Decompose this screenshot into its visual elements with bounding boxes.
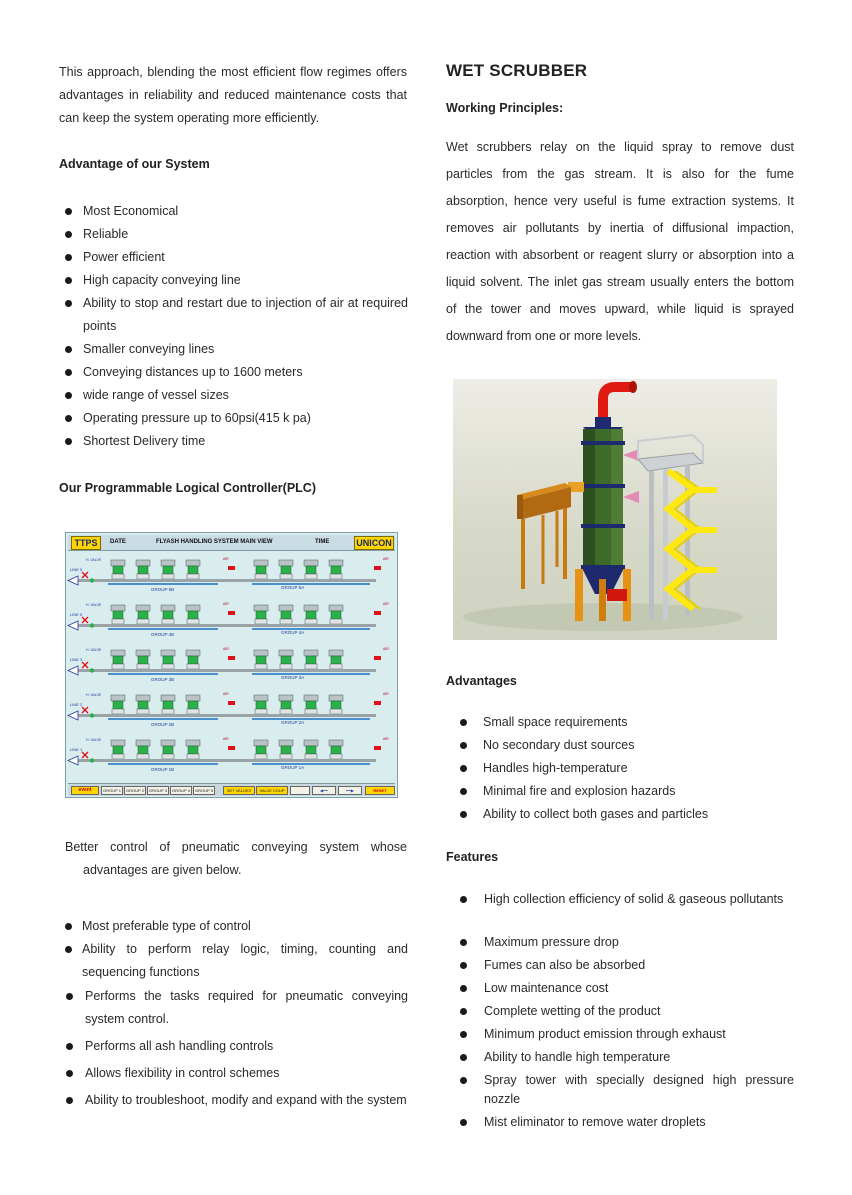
plc-vessel-top bbox=[254, 650, 268, 656]
plc-vessel-valve bbox=[256, 656, 266, 664]
plc-vessel-valve bbox=[256, 566, 266, 574]
plc-valve-label: H. VALVE bbox=[86, 738, 102, 742]
list-item: Complete wetting of the product bbox=[446, 1002, 794, 1025]
features-heading: Features bbox=[446, 850, 499, 864]
features-list bbox=[446, 890, 794, 1136]
plc-vessel-base bbox=[137, 664, 149, 669]
plc-vessel-valve bbox=[256, 746, 266, 754]
plc-flow-arrow-icon bbox=[68, 621, 78, 630]
plc-vessel-top bbox=[329, 695, 343, 701]
plc-vessel-base bbox=[162, 574, 174, 579]
plc-event-button[interactable]: event bbox=[71, 786, 99, 795]
plc-vessel-top bbox=[254, 695, 268, 701]
plc-vessel-base bbox=[280, 754, 292, 759]
advantages-heading: Advantages bbox=[446, 674, 517, 688]
plc-vessel-top bbox=[186, 695, 200, 701]
plc-group-right-label: GROUP 5A bbox=[281, 585, 305, 590]
plc-vessel-top bbox=[329, 560, 343, 566]
plc-indicator bbox=[228, 656, 235, 660]
plc-vessel-valve bbox=[306, 701, 316, 709]
plc-vessel-base bbox=[305, 664, 317, 669]
plc-vessel-valve bbox=[113, 656, 123, 664]
plc-valve-coup-button[interactable]: VALVE COUP bbox=[256, 786, 288, 795]
plc-vessel-valve bbox=[256, 701, 266, 709]
plc-vessel-base bbox=[162, 709, 174, 714]
list-item: Ability to handle high temperature bbox=[446, 1048, 794, 1071]
plc-vessel-base bbox=[255, 754, 267, 759]
plc-vessel-base bbox=[112, 619, 124, 624]
plc-reset-button[interactable]: RESET bbox=[365, 786, 395, 795]
plc-header-bar bbox=[68, 535, 395, 551]
list-item: Most preferable type of control bbox=[59, 915, 408, 938]
plc-vessel-top bbox=[186, 605, 200, 611]
list-item: Ability to perform relay logic, timing, counting and sequencing functions bbox=[59, 938, 408, 985]
list-item: Low maintenance cost bbox=[446, 979, 794, 1002]
plc-vessel-valve bbox=[188, 566, 198, 574]
list-item: Ability to stop and restart due to injection of air at required points bbox=[59, 292, 408, 338]
plc-vessel-valve bbox=[163, 566, 173, 574]
scrubber-tower-image bbox=[453, 379, 777, 640]
plc-vessel-valve bbox=[306, 656, 316, 664]
plc-vessel-top bbox=[111, 650, 125, 656]
list-item: Maximum pressure drop bbox=[446, 933, 794, 956]
plc-flow-arrow-icon bbox=[68, 756, 78, 765]
list-item: Shortest Delivery time bbox=[59, 430, 408, 453]
plc-vessel-base bbox=[162, 664, 174, 669]
list-item: Performs all ash handling controls bbox=[59, 1035, 408, 1062]
list-item: Allows flexibility in control schemes bbox=[59, 1062, 408, 1089]
plc-vessel-valve bbox=[331, 656, 341, 664]
list-item: High collection efficiency of solid & gaseous pollutants bbox=[446, 890, 794, 933]
plc-benefit-list bbox=[59, 915, 408, 1135]
plc-vessel-valve bbox=[113, 566, 123, 574]
plc-valve-icon bbox=[90, 623, 94, 627]
plc-vessel-base bbox=[137, 574, 149, 579]
plc-vessel-base bbox=[112, 664, 124, 669]
plc-group-right-label: GROUP 3A bbox=[281, 675, 305, 680]
plc-vessel-valve bbox=[163, 701, 173, 709]
plc-group-right-label: GROUP 4A bbox=[281, 630, 305, 635]
plc-air-label: AIR bbox=[223, 602, 229, 606]
plc-group-left-label: GROUP 4B bbox=[151, 632, 175, 637]
plc-vessel-valve bbox=[138, 566, 148, 574]
plc-mimic-diagram bbox=[66, 550, 397, 782]
plc-vessel-top bbox=[279, 650, 293, 656]
plc-vessel-valve bbox=[188, 746, 198, 754]
plc-vessel-top bbox=[186, 740, 200, 746]
plc-date-label: DATE bbox=[110, 539, 126, 545]
plc-vessel-base bbox=[187, 664, 199, 669]
plc-group-left-label: GROUP 3B bbox=[151, 677, 175, 682]
plc-vessel-valve bbox=[306, 746, 316, 754]
list-item: No secondary dust sources bbox=[446, 734, 794, 757]
plc-valve-label: H. VALVE bbox=[86, 558, 102, 562]
plc-vessel-valve bbox=[188, 611, 198, 619]
plc-line-label: LINE 3 bbox=[70, 657, 83, 662]
plc-vessel-valve bbox=[331, 701, 341, 709]
plc-air-line bbox=[252, 673, 370, 675]
plc-vessel-valve bbox=[256, 611, 266, 619]
plc-vessel-top bbox=[254, 740, 268, 746]
plc-title: FLYASH HANDLING SYSTEM MAIN VIEW bbox=[156, 539, 273, 545]
plc-vessel-top bbox=[136, 560, 150, 566]
list-item: Power efficient bbox=[59, 246, 408, 269]
plc-group-right-label: GROUP 1A bbox=[281, 765, 305, 770]
list-item: Conveying distances up to 1600 meters bbox=[59, 361, 408, 384]
plc-vessel-top bbox=[161, 695, 175, 701]
list-item: Ability to troubleshoot, modify and expand with the system bbox=[59, 1089, 408, 1135]
plc-valve-label: H. VALVE bbox=[86, 648, 102, 652]
plc-valve-icon bbox=[90, 668, 94, 672]
plc-vessel-top bbox=[111, 560, 125, 566]
plc-vessel-base bbox=[187, 619, 199, 624]
list-item: Fumes can also be absorbed bbox=[446, 956, 794, 979]
plc-vessel-base bbox=[330, 754, 342, 759]
plc-vessel-valve bbox=[306, 611, 316, 619]
plc-vessel-base bbox=[187, 709, 199, 714]
plc-vessel-valve bbox=[138, 701, 148, 709]
plc-group1-button[interactable]: GROUP 1 bbox=[101, 786, 123, 795]
plc-pipe bbox=[76, 669, 376, 672]
plc-vessel-base bbox=[330, 709, 342, 714]
plc-vessel-valve bbox=[188, 701, 198, 709]
plc-indicator bbox=[374, 611, 381, 615]
plc-vessel-valve bbox=[163, 746, 173, 754]
plc-vessel-valve bbox=[113, 746, 123, 754]
plc-vessel-top bbox=[329, 650, 343, 656]
plc-vessel-valve bbox=[163, 656, 173, 664]
wet-scrubber-title: WET SCRUBBER bbox=[446, 61, 588, 80]
plc-line-label: LINE 5 bbox=[70, 567, 83, 572]
plc-vessel-top bbox=[329, 740, 343, 746]
plc-vessel-top bbox=[136, 740, 150, 746]
plc-vessel-top bbox=[279, 605, 293, 611]
plc-air-line bbox=[108, 673, 218, 675]
list-item: Performs the tasks required for pneumatic conveying system control. bbox=[59, 985, 408, 1035]
plc-blank-button[interactable] bbox=[290, 786, 310, 795]
plc-group-right-label: GROUP 2A bbox=[281, 720, 305, 725]
plc-group-left-label: GROUP 2B bbox=[151, 722, 175, 727]
plc-vessel-top bbox=[304, 560, 318, 566]
plc-vessel-top bbox=[186, 560, 200, 566]
plc-vessel-base bbox=[255, 574, 267, 579]
plc-pipe bbox=[76, 624, 376, 627]
plc-air-line bbox=[252, 583, 370, 585]
plc-back-arrow-icon[interactable]: ◀━━ bbox=[312, 786, 336, 795]
plc-vessel-base bbox=[137, 619, 149, 624]
plc-line-label: LINE 2 bbox=[70, 702, 83, 707]
plc-footer-bar bbox=[68, 783, 395, 796]
plc-valve-label: H. VALVE bbox=[86, 603, 102, 607]
plc-group-left-label: GROUP 1B bbox=[151, 767, 175, 772]
plc-vessel-top bbox=[136, 695, 150, 701]
plc-vessel-top bbox=[161, 560, 175, 566]
list-item: Small space requirements bbox=[446, 711, 794, 734]
list-item: Handles high-temperature bbox=[446, 757, 794, 780]
plc-valve-icon bbox=[90, 713, 94, 717]
plc-left-tag: TTPS bbox=[71, 536, 101, 550]
plc-vessel-valve bbox=[331, 611, 341, 619]
plc-vessel-base bbox=[330, 619, 342, 624]
plc-vessel-top bbox=[254, 605, 268, 611]
plc-vessel-base bbox=[330, 574, 342, 579]
plc-pipe bbox=[76, 579, 376, 582]
list-item: Smaller conveying lines bbox=[59, 338, 408, 361]
plc-valve-icon bbox=[90, 578, 94, 582]
plc-vessel-base bbox=[112, 754, 124, 759]
plc-vessel-base bbox=[255, 664, 267, 669]
plc-vessel-top bbox=[136, 650, 150, 656]
plc-vessel-base bbox=[305, 574, 317, 579]
plc-vessel-base bbox=[137, 709, 149, 714]
plc-indicator bbox=[228, 746, 235, 750]
plc-indicator bbox=[374, 746, 381, 750]
plc-line-label: LINE 1 bbox=[70, 747, 83, 752]
plc-vessel-base bbox=[162, 619, 174, 624]
working-principles-heading: Working Principles: bbox=[446, 101, 564, 115]
plc-vessel-top bbox=[136, 605, 150, 611]
plc-vessel-base bbox=[255, 619, 267, 624]
plc-right-tag: UNICON bbox=[354, 536, 394, 550]
list-item: Reliable bbox=[59, 223, 408, 246]
intro-paragraph: This approach, blending the most efficient flow regimes offers advantages in reliability and reduced maintenance costs that can keep the system operating more efficiently. bbox=[59, 65, 407, 125]
plc-vessel-base bbox=[162, 754, 174, 759]
plc-air-label: AIR bbox=[383, 557, 389, 561]
plc-air-label: AIR bbox=[383, 737, 389, 741]
plc-vessel-base bbox=[330, 664, 342, 669]
plc-vessel-valve bbox=[281, 746, 291, 754]
advantage-heading: Advantage of our System bbox=[59, 157, 210, 171]
plc-vessel-top bbox=[186, 650, 200, 656]
plc-group-left-label: GROUP 5B bbox=[151, 587, 175, 592]
plc-group2-button[interactable]: GROUP 2 bbox=[124, 786, 146, 795]
plc-valve-label: H. VALVE bbox=[86, 693, 102, 697]
plc-vessel-top bbox=[161, 650, 175, 656]
list-item: Minimum product emission through exhaust bbox=[446, 1025, 794, 1048]
plc-vessel-valve bbox=[113, 701, 123, 709]
plc-vessel-base bbox=[187, 754, 199, 759]
plc-vessel-base bbox=[280, 664, 292, 669]
plc-line-label: LINE 5 bbox=[70, 612, 83, 617]
plc-vessel-base bbox=[255, 709, 267, 714]
plc-vessel-valve bbox=[138, 746, 148, 754]
list-item: Spray tower with specially designed high pressure nozzle bbox=[446, 1071, 794, 1113]
plc-air-line bbox=[108, 718, 218, 720]
plc-air-line bbox=[252, 763, 370, 765]
plc-indicator bbox=[228, 611, 235, 615]
plc-air-label: AIR bbox=[223, 647, 229, 651]
wet-scrubber-illustration bbox=[453, 379, 777, 640]
list-item: Most Economical bbox=[59, 200, 408, 223]
plc-flow-arrow-icon bbox=[68, 666, 78, 675]
plc-vessel-base bbox=[305, 709, 317, 714]
plc-pipe bbox=[76, 759, 376, 762]
advantage-list bbox=[59, 200, 408, 453]
plc-vessel-top bbox=[304, 695, 318, 701]
plc-screen bbox=[65, 532, 398, 798]
plc-indicator bbox=[228, 566, 235, 570]
plc-vessel-top bbox=[279, 560, 293, 566]
plc-vessel-base bbox=[280, 619, 292, 624]
plc-vessel-top bbox=[111, 740, 125, 746]
plc-paragraph: Better control of pneumatic conveying system whose advantages are given below. bbox=[65, 840, 407, 877]
plc-time-label: TIME bbox=[315, 539, 330, 545]
plc-vessel-top bbox=[279, 695, 293, 701]
plc-flow-arrow-icon bbox=[68, 576, 78, 585]
plc-air-label: AIR bbox=[223, 737, 229, 741]
plc-vessel-top bbox=[161, 740, 175, 746]
plc-vessel-valve bbox=[138, 656, 148, 664]
plc-air-label: AIR bbox=[223, 557, 229, 561]
list-item: High capacity conveying line bbox=[59, 269, 408, 292]
plc-vessel-valve bbox=[281, 656, 291, 664]
list-item: Operating pressure up to 60psi(415 k pa) bbox=[59, 407, 408, 430]
plc-vessel-base bbox=[280, 574, 292, 579]
plc-indicator bbox=[374, 656, 381, 660]
plc-vessel-top bbox=[304, 650, 318, 656]
plc-air-label: AIR bbox=[383, 692, 389, 696]
plc-air-line bbox=[108, 628, 218, 630]
plc-vessel-base bbox=[305, 754, 317, 759]
list-item: wide range of vessel sizes bbox=[59, 384, 408, 407]
plc-set-values-button[interactable]: SET VALUES bbox=[223, 786, 255, 795]
plc-air-line bbox=[108, 583, 218, 585]
plc-vessel-top bbox=[111, 695, 125, 701]
plc-indicator bbox=[228, 701, 235, 705]
plc-vessel-valve bbox=[331, 566, 341, 574]
plc-indicator bbox=[374, 701, 381, 705]
plc-vessel-top bbox=[304, 740, 318, 746]
plc-vessel-valve bbox=[306, 566, 316, 574]
plc-vessel-top bbox=[254, 560, 268, 566]
working-principles-paragraph: Wet scrubbers relay on the liquid spray to remove dust particles from the gas stream. It is also for the fume absorption, hence very useful is fume extraction systems. It removes air pollutants by inertia of diffusional impaction, reaction with absorbent or reagent slurry or absorption into a liquid solvent. The inlet gas stream usually enters the bottom of the tower and moves upward, while liquid is sprayed downward from one or more levels. bbox=[446, 140, 794, 343]
plc-vessel-top bbox=[161, 605, 175, 611]
list-item: Ability to collect both gases and particles bbox=[446, 803, 794, 826]
plc-vessel-valve bbox=[138, 611, 148, 619]
plc-flow-arrow-icon bbox=[68, 711, 78, 720]
list-item: Minimal fire and explosion hazards bbox=[446, 780, 794, 803]
plc-vessel-valve bbox=[281, 566, 291, 574]
plc-vessel-top bbox=[279, 740, 293, 746]
plc-vessel-top bbox=[329, 605, 343, 611]
plc-vessel-top bbox=[111, 605, 125, 611]
plc-pipe bbox=[76, 714, 376, 717]
plc-vessel-valve bbox=[281, 611, 291, 619]
plc-vessel-valve bbox=[113, 611, 123, 619]
plc-vessel-valve bbox=[163, 611, 173, 619]
plc-vessel-base bbox=[187, 574, 199, 579]
plc-air-label: AIR bbox=[383, 647, 389, 651]
plc-vessel-valve bbox=[188, 656, 198, 664]
plc-air-label: AIR bbox=[223, 692, 229, 696]
plc-vessel-base bbox=[137, 754, 149, 759]
plc-vessel-top bbox=[304, 605, 318, 611]
plc-vessel-base bbox=[280, 709, 292, 714]
plc-heading: Our Programmable Logical Controller(PLC) bbox=[59, 481, 316, 495]
plc-vessel-valve bbox=[331, 746, 341, 754]
plc-vessel-base bbox=[112, 574, 124, 579]
plc-indicator bbox=[374, 566, 381, 570]
plc-forward-arrow-icon[interactable]: ━━▶ bbox=[338, 786, 362, 795]
list-item: Mist eliminator to remove water droplets bbox=[446, 1113, 794, 1136]
plc-group3-button[interactable]: GROUP 3 bbox=[147, 786, 169, 795]
plc-air-line bbox=[252, 718, 370, 720]
plc-valve-icon bbox=[90, 758, 94, 762]
plc-vessel-base bbox=[112, 709, 124, 714]
plc-air-line bbox=[108, 763, 218, 765]
plc-air-label: AIR bbox=[383, 602, 389, 606]
plc-group4-button[interactable]: GROUP 4 bbox=[170, 786, 192, 795]
plc-vessel-base bbox=[305, 619, 317, 624]
plc-air-line bbox=[252, 628, 370, 630]
plc-vessel-valve bbox=[281, 701, 291, 709]
advantages-list bbox=[446, 711, 794, 826]
plc-group5-button[interactable]: GROUP 5 bbox=[193, 786, 215, 795]
